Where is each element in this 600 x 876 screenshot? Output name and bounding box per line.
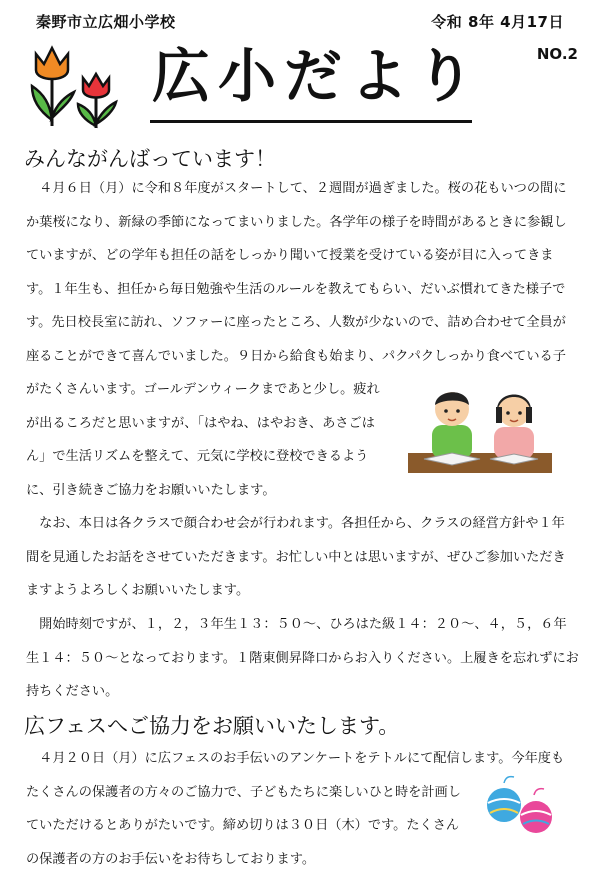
text-line: が出るころだと思いますが、「はやね、はやおき、あさごは xyxy=(26,407,578,441)
section-heading-effort: みんながんばっています！ xyxy=(24,143,276,173)
text-line: なお、本日は各クラスで顔合わせ会が行われます。各担任から、クラスの経営方針や１年 xyxy=(26,507,578,541)
text-line: か葉桜になり、新緑の季節になってまいりました。各学年の様子を時間があるときに参観し xyxy=(26,206,578,240)
water-balloon-illustration xyxy=(484,775,564,839)
section-heading-festival: 広フェスへご協力をお願いいたします。 xyxy=(24,710,399,740)
text-line: す。先日校長室に訪れ、ソファーに座ったところ、人数が少ないので、詰め合わせて全員が xyxy=(26,306,578,340)
text-line: 間を見通したお話をさせていただきます。お忙しい中とは思いますが、ぜひご参加いただき xyxy=(26,541,578,575)
text-line: 持ちください。 xyxy=(26,675,578,709)
paragraph-start-times xyxy=(26,608,578,709)
paragraph-class-meeting xyxy=(26,507,578,608)
text-line: ていただけるとありがたいです。締め切りは３０日（木）です。たくさん xyxy=(26,809,578,843)
title-underline xyxy=(150,120,472,123)
text-line: の保護者の方のお手伝いをお待ちしております。 xyxy=(26,843,578,876)
text-line: ていますが、どの学年も担任の話をしっかり聞いて授業を受けている姿が目に入ってきま xyxy=(26,239,578,273)
school-name: 秦野市立広畑小学校 xyxy=(36,11,176,32)
text-line: 座ることができて喜んでいました。９日から給食も始まり、パクパクしっかり食べている子 xyxy=(26,340,578,374)
text-line: ４月６日（月）に令和８年度がスタートして、２週間が過ぎました。桜の花もいつの間に xyxy=(26,172,578,206)
issue-date: 令和 8年 4月17日 xyxy=(431,11,564,32)
tulip-illustration xyxy=(26,40,126,130)
text-line: 生１４：５０～となっております。１階東側昇降口からお入りください。上履きを忘れずにお xyxy=(26,642,578,676)
text-line: ４月２０日（月）に広フェスのお手伝いのアンケートをテトルにて配信します。今年度も xyxy=(26,742,578,776)
text-line: がたくさんいます。ゴールデンウィークまであと少し。疲れ xyxy=(26,373,578,407)
text-line: す。１年生も、担任から毎日勉強や生活のルールを教えてもらい、だいぶ慣れてきた様子で xyxy=(26,273,578,307)
text-line: たくさんの保護者の方々のご協力で、子どもたちに楽しいひと時を計画し xyxy=(26,776,578,810)
text-line: 開始時刻ですが、１，２，３年生１３：５０～、ひろはた級１４：２０～、４，５，６年 xyxy=(26,608,578,642)
text-line: ますようよろしくお願いいたします。 xyxy=(26,574,578,608)
text-line: ん」で生活リズムを整えて、元気に学校に登校できるよう xyxy=(26,440,578,474)
children-studying-illustration xyxy=(404,375,554,475)
issue-number: NO.2 xyxy=(537,45,578,63)
newsletter-title: 広小だより xyxy=(152,36,482,116)
text-line: に、引き続きご協力をお願いいたします。 xyxy=(26,474,578,508)
